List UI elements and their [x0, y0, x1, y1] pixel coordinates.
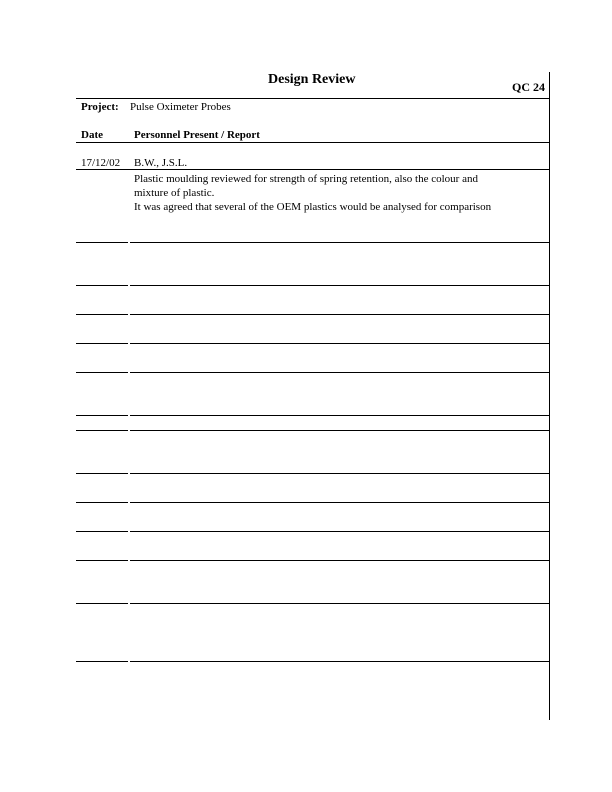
column-header-rule [76, 142, 550, 143]
row-rule [130, 661, 550, 662]
entry-personnel: B.W., J.S.L. [134, 157, 188, 169]
row-rule [130, 314, 550, 315]
row-rule [76, 242, 128, 243]
row-rule [76, 603, 128, 604]
row-rule [76, 372, 128, 373]
row-rule [130, 343, 550, 344]
entry-rule [76, 169, 550, 170]
row-rule [130, 242, 550, 243]
row-rule [130, 430, 550, 431]
row-rule [130, 531, 550, 532]
row-rule [130, 473, 550, 474]
row-rule [76, 343, 128, 344]
document-code: QC 24 [512, 80, 545, 94]
row-rule [76, 502, 128, 503]
row-rule [76, 430, 128, 431]
row-rule [130, 415, 550, 416]
project-value: Pulse Oximeter Probes [130, 101, 231, 113]
personnel-column-header: Personnel Present / Report [134, 129, 260, 141]
entry-date: 17/12/02 [81, 157, 121, 169]
row-rule [130, 285, 550, 286]
row-rule [130, 502, 550, 503]
row-rule [130, 372, 550, 373]
row-rule [130, 603, 550, 604]
row-rule [76, 473, 128, 474]
row-rule [76, 285, 128, 286]
entry-report-line-1: Plastic moulding reviewed for strength of spring retention, also the colour and [134, 173, 478, 185]
document-title: Design Review [268, 72, 356, 87]
project-label: Project: [81, 101, 119, 113]
header-rule [76, 98, 550, 99]
row-rule [76, 560, 128, 561]
row-rule [76, 415, 128, 416]
row-rule [76, 314, 128, 315]
row-rule [130, 560, 550, 561]
row-rule [76, 661, 128, 662]
row-rule [76, 531, 128, 532]
entry-report-line-3: It was agreed that several of the OEM plastics would be analysed for comparison [134, 201, 492, 213]
date-column-header: Date [81, 129, 103, 141]
date-column-divider [129, 242, 130, 662]
entry-report-line-2: mixture of plastic. [134, 187, 215, 199]
